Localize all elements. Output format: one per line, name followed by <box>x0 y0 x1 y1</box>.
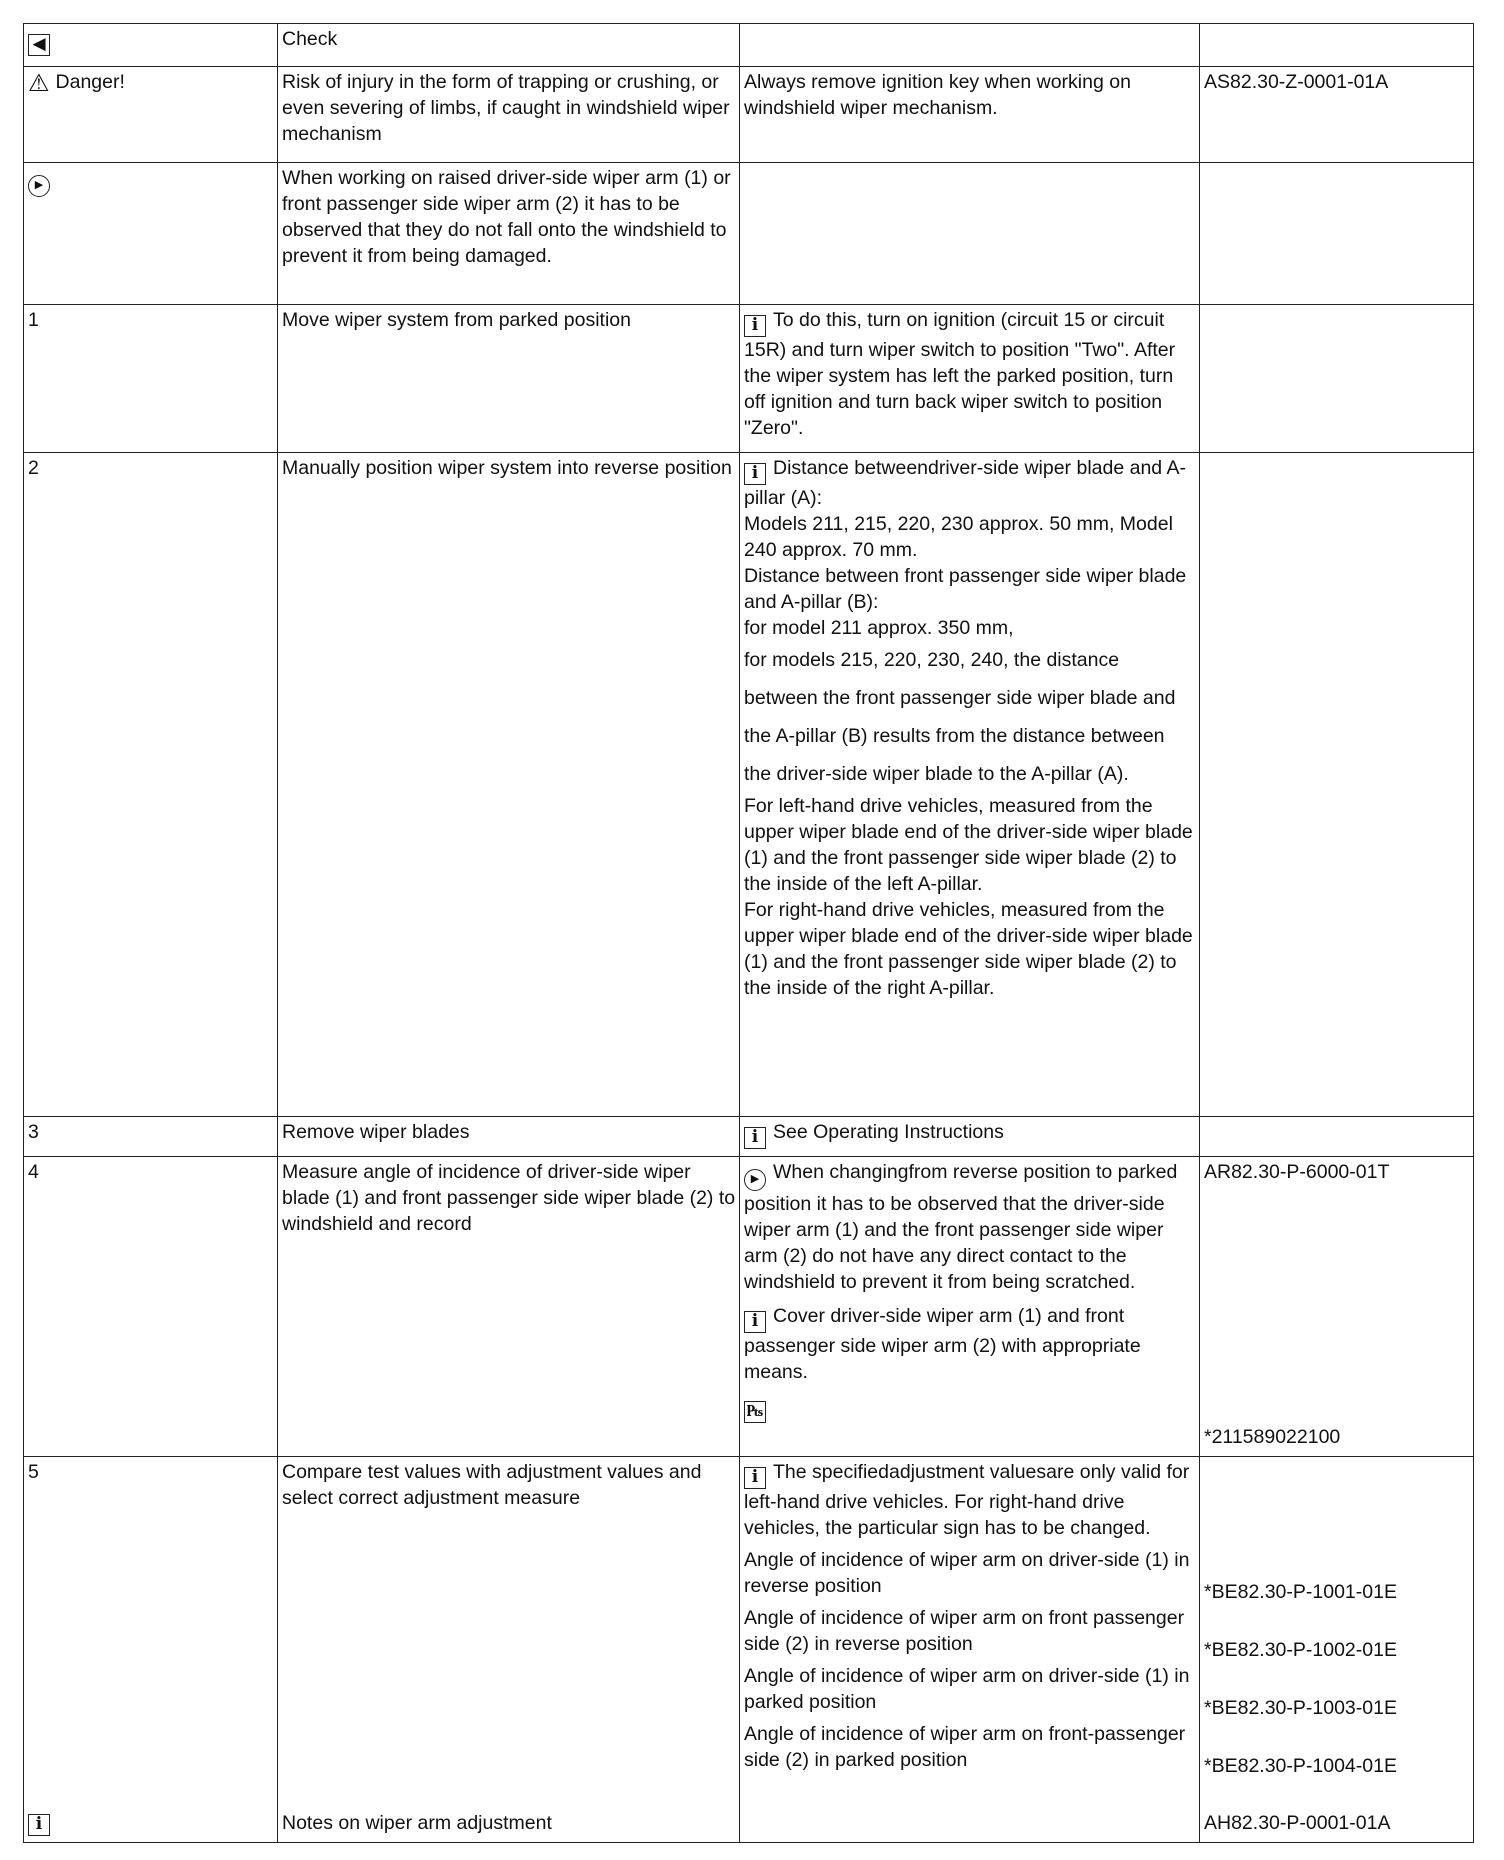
header-icon-cell <box>24 24 278 67</box>
value-label: Angle of incidence of wiper arm on driver-side (1) in parked position <box>744 1665 1190 1713</box>
step-note: i See Operating Instructions <box>740 1117 1200 1157</box>
header-row <box>24 24 1474 67</box>
step-ref[interactable]: AR82.30-P-6000-01T <box>1204 1161 1390 1183</box>
step-note: i Distance betweendriver-side wiper blade and A-pillar (A): Models 211, 215, 220, 230 approx. 50 mm, Model 240 approx. 70 mm. Distance between front passenger side wiper blade and A-pillar (B): for model 211 approx. 350 mm, for models 215, 220, 230, 240, the distance between the front passenger side wiper blade and the A-pillar (B) results from the distance between the driver-side wiper blade to the A-pillar (A). For left-hand drive vehicles, measured from the upper wiper blade end of the driver-side wiper blade (1) and the front passenger side wiper blade (2) to the inside of the left A-pillar. For right-hand drive vehicles, measured from the upper wiper blade end of the driver-side wiper blade (1) and the front passenger side wiper blade (2) to the inside of the right A-pillar. <box>740 453 1200 1117</box>
warning-triangle-icon: ⚠ <box>28 70 50 97</box>
step-number: 2 <box>24 453 278 1117</box>
step-action: Manually position wiper system into reverse position <box>278 453 740 1117</box>
step-note: ▶ When changingfrom reverse position to parked position it has to be observed that the driver-side wiper arm (1) and the front passenger side wiper arm (2) do not have any direct contact to the windshield to prevent it from being scratched. i Cover driver-side wiper arm (1) and front passenger side wiper arm (2) with appropriate means. ₧ <box>740 1157 1200 1457</box>
danger-risk: Risk of injury in the form of trapping or crushing, or even severing of limbs, if caught in windshield wiper mechanism <box>278 67 740 163</box>
danger-action: Always remove ignition key when working on windshield wiper mechanism. <box>740 67 1200 163</box>
header-title: Check <box>278 24 740 67</box>
notes-label[interactable]: Notes on wiper arm adjustment <box>282 1812 552 1834</box>
danger-label: Danger! <box>55 71 125 93</box>
step-row <box>24 453 1474 1117</box>
value-label: Angle of incidence of wiper arm on front-passenger side (2) in parked position <box>744 1723 1186 1771</box>
step-row <box>24 1157 1474 1457</box>
caution-circle-icon: ▶ <box>744 1169 766 1191</box>
step-number: 4 <box>24 1157 278 1457</box>
back-arrow-box-icon[interactable]: ◀ <box>28 34 50 56</box>
step-note: i The specifiedadjustment valuesare only valid for left-hand drive vehicles. For right-hand drive vehicles, the particular sign has to be changed. Angle of incidence of wiper arm on driver-side (1) in reverse position Angle of incidence of wiper arm on front passenger side (2) in reverse position Angle of incidence of wiper arm on driver-side (1) in parked position Angle of incidence of wiper arm on front-passenger side (2) in parked position <box>740 1457 1200 1843</box>
step-action: Compare test values with adjustment values and select correct adjustment measure <box>282 1461 702 1509</box>
info-icon: i <box>28 1814 50 1836</box>
value-label: Angle of incidence of wiper arm on front passenger side (2) in reverse position <box>744 1607 1185 1655</box>
info-icon: i <box>744 315 766 337</box>
step-action: Move wiper system from parked position <box>278 305 740 453</box>
info-icon: i <box>744 463 766 485</box>
step-row <box>24 1457 1474 1843</box>
caution-row <box>24 163 1474 305</box>
step-refs <box>1200 1457 1474 1843</box>
step-refs <box>1200 1157 1474 1457</box>
value-label: Angle of incidence of wiper arm on driver-side (1) in reverse position <box>744 1549 1190 1597</box>
step-note: i To do this, turn on ignition (circuit 15 or circuit 15R) and turn wiper switch to position "Two". After the wiper system has left the parked position, turn off ignition and turn back wiper switch to position "Zero". <box>740 305 1200 453</box>
value-ref[interactable]: *BE82.30-P-1004-01E <box>1204 1755 1397 1777</box>
step-number: 5 <box>28 1461 39 1483</box>
value-ref[interactable]: *BE82.30-P-1001-01E <box>1204 1581 1397 1603</box>
step-action: Measure angle of incidence of driver-side wiper blade (1) and front passenger side wiper blade (2) to windshield and record <box>278 1157 740 1457</box>
caution-text: When working on raised driver-side wiper arm (1) or front passenger side wiper arm (2) it has to be observed that they do not fall onto the windshield to prevent it from being damaged. <box>278 163 740 305</box>
value-ref[interactable]: *BE82.30-P-1003-01E <box>1204 1697 1397 1719</box>
procedure-table <box>23 23 1474 1843</box>
special-tool-icon[interactable]: ₧ <box>744 1401 766 1423</box>
info-icon: i <box>744 1127 766 1149</box>
danger-ref[interactable]: AS82.30-Z-0001-01A <box>1200 67 1474 163</box>
step-action: Remove wiper blades <box>278 1117 740 1157</box>
caution-circle-icon: ▶ <box>28 175 50 197</box>
value-ref[interactable]: *BE82.30-P-1002-01E <box>1204 1639 1397 1661</box>
step-number: 3 <box>24 1117 278 1157</box>
step-row <box>24 305 1474 453</box>
step-number: 1 <box>24 305 278 453</box>
danger-label-cell <box>24 67 278 163</box>
danger-row <box>24 67 1474 163</box>
step-row <box>24 1117 1474 1157</box>
notes-ref[interactable]: AH82.30-P-0001-01A <box>1204 1812 1391 1834</box>
info-icon: i <box>744 1467 766 1489</box>
info-icon: i <box>744 1311 766 1333</box>
tool-ref[interactable]: *211589022100 <box>1204 1426 1341 1448</box>
